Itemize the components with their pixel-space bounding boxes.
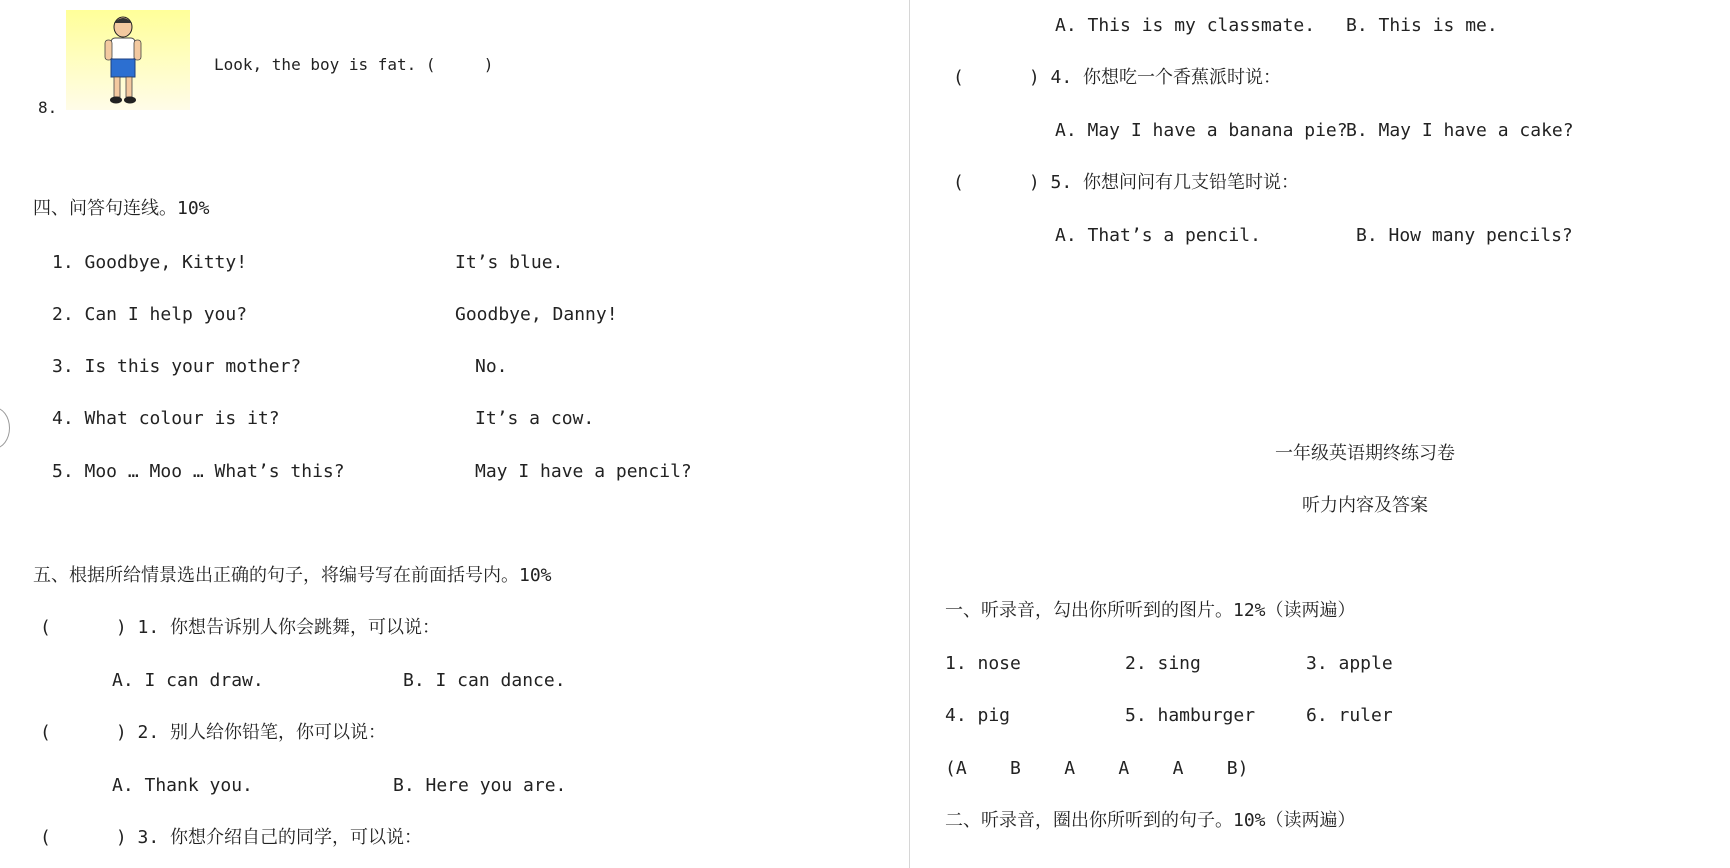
- page-divider: [909, 0, 910, 868]
- r-item-3-option-b: B. This is me.: [1346, 15, 1498, 36]
- s4-answer-3: No.: [475, 356, 508, 377]
- s5-item-1-question: ( ) 1. 你想告诉别人你会跳舞，可以说：: [40, 617, 441, 638]
- s4-question-1: 1. Goodbye, Kitty!: [52, 252, 248, 273]
- r-item-4-question: ( ) 4. 你想吃一个香蕉派时说：: [953, 67, 1282, 88]
- s5-item-1-option-b: B. I can dance.: [403, 670, 566, 691]
- r-item-5-option-a: A. That’s a pencil.: [1055, 225, 1261, 246]
- boy-figure-icon: [66, 10, 190, 110]
- s4-answer-4: It’s a cow.: [475, 408, 595, 429]
- s4-question-2: 2. Can I help you?: [52, 304, 248, 325]
- s5-item-1-option-a: A. I can draw.: [112, 670, 264, 691]
- r-word-6: 6. ruler: [1306, 705, 1393, 726]
- s5-item-3-question: ( ) 3. 你想介绍自己的同学，可以说：: [40, 827, 423, 848]
- s4-answer-1: It’s blue.: [455, 252, 564, 273]
- r-word-4: 4. pig: [945, 705, 1011, 726]
- s4-answer-5: May I have a pencil?: [475, 461, 692, 482]
- s4-question-4: 4. What colour is it?: [52, 408, 280, 429]
- s5-item-2-option-a: A. Thank you.: [112, 775, 253, 796]
- answer-sheet-subtitle: 听力内容及答案: [1302, 495, 1428, 516]
- r-section1-answers: (A B A A A B): [945, 758, 1249, 779]
- s5-item-2-option-b: B. Here you are.: [393, 775, 567, 796]
- boy-illustration: [66, 10, 190, 110]
- r-word-2: 2. sing: [1125, 653, 1201, 674]
- r-section1-title: 一、听录音，勾出你所听到的图片。12%（读两遍）: [945, 600, 1356, 621]
- q8-text: Look, the boy is fat. ( ): [214, 55, 494, 74]
- r-item-4-option-b: B. May I have a cake?: [1346, 120, 1574, 141]
- section5-title: 五、根据所给情景选出正确的句子，将编号写在前面括号内。10%: [33, 565, 552, 586]
- s4-question-3: 3. Is this your mother?: [52, 356, 302, 377]
- r-item-4-option-a: A. May I have a banana pie?: [1055, 120, 1348, 141]
- answer-sheet-title: 一年级英语期终练习卷: [1275, 443, 1455, 464]
- s5-item-2-question: ( ) 2. 别人给你铅笔，你可以说：: [40, 722, 387, 743]
- r-item-3-option-a: A. This is my classmate.: [1055, 15, 1316, 36]
- r-item-5-question: ( ) 5. 你想问问有几支铅笔时说：: [953, 172, 1300, 193]
- r-section2-title: 二、听录音，圈出你所听到的句子。10%（读两遍）: [945, 810, 1356, 831]
- section4-title: 四、问答句连线。10%: [33, 198, 210, 219]
- q8-number: 8.: [38, 98, 58, 117]
- s4-answer-2: Goodbye, Danny!: [455, 304, 618, 325]
- r-item-5-option-b: B. How many pencils?: [1356, 225, 1573, 246]
- page-edge-marker: [0, 407, 10, 449]
- s4-question-5: 5. Moo … Moo … What’s this?: [52, 461, 345, 482]
- r-word-3: 3. apple: [1306, 653, 1393, 674]
- r-word-5: 5. hamburger: [1125, 705, 1256, 726]
- r-word-1: 1. nose: [945, 653, 1021, 674]
